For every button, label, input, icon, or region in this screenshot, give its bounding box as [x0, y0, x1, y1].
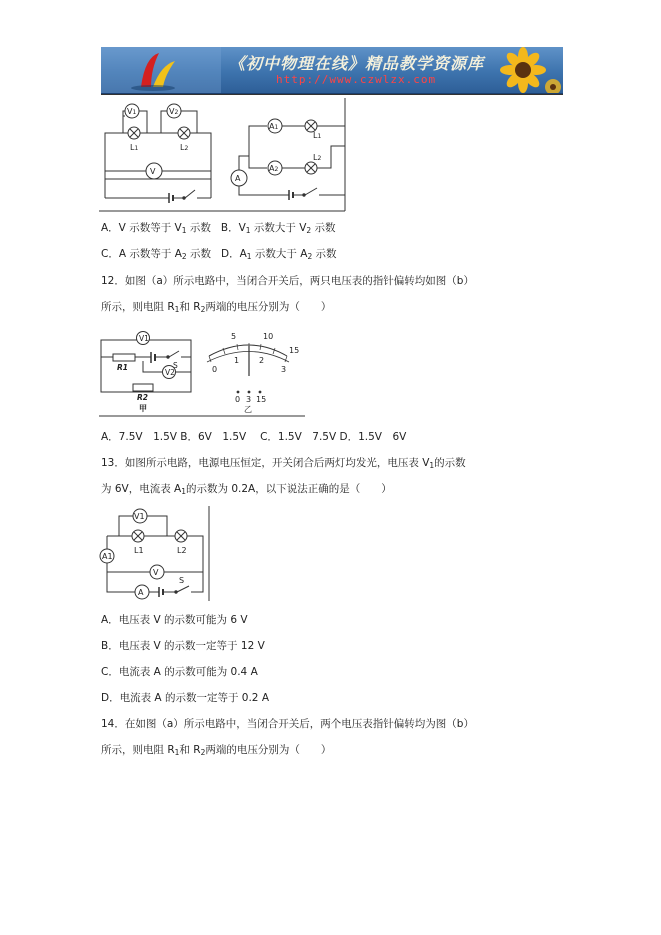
q13-option-d: D．电流表 A 的示数一定等于 0.2 A: [101, 692, 269, 704]
banner-title: 《初中物理在线》精品教学资源库: [229, 54, 485, 73]
fig3-label-l2: L2: [177, 546, 187, 555]
fig2-label-r2: R2: [137, 393, 148, 402]
meter-bot-0: 0: [212, 365, 218, 374]
logo-icon: [101, 47, 221, 93]
figure-q12: [99, 326, 305, 418]
fig3-label-v1: V1: [134, 512, 145, 521]
meter-top-15: 15: [289, 346, 300, 355]
fig2-caption-yi: 乙: [244, 405, 252, 414]
fig3-label-a: A: [138, 588, 144, 597]
fig1-label-v1: V1: [127, 107, 137, 116]
meter-bot-2: 2: [259, 356, 265, 365]
figure-q11-circuits: [99, 98, 359, 213]
header-banner: [101, 47, 563, 95]
fig1-label-a: A: [235, 174, 241, 183]
meter-terminal-0: 0: [235, 395, 241, 404]
q12-options: A．7.5V 1.5V B．6V 1.5V C．1.5V 7.5V D．1.5V 6V: [101, 431, 407, 443]
fig1-label-v2: V2: [169, 107, 179, 116]
fig1-label-l1: L1: [130, 143, 139, 152]
fig2-caption-jia: 甲: [139, 404, 147, 413]
fig1-label-rl2: L2: [313, 153, 322, 162]
fig3-label-s: S: [179, 576, 185, 585]
header-rule: [101, 94, 563, 95]
meter-terminal-15: 15: [256, 395, 267, 404]
q14-line2: 所示，则电阻 $R_1$和 $R_2$两端的电压分别为（ ）: [101, 744, 332, 757]
banner-url: http://www.czwlzx.com: [276, 73, 437, 86]
fig3-label-a1: A1: [102, 552, 113, 561]
fig1-label-v: V: [150, 167, 156, 176]
q14-line1: 14．在如图（a）所示电路中，当闭合开关后，两个电压表指针偏转均为图（b）: [101, 718, 474, 730]
fig3-label-l1: L1: [134, 546, 144, 555]
fig1-label-a1: A1: [269, 122, 279, 131]
meter-top-10: 10: [263, 332, 274, 341]
q13-option-b: B．电压表 V 的示数一定等于 12 V: [101, 640, 265, 652]
fig2-label-v2: V2: [165, 368, 175, 377]
meter-top-5: 5: [231, 332, 237, 341]
q13-option-a: A．电压表 V 的示数可能为 6 V: [101, 614, 248, 626]
fig1-label-l2: L2: [180, 143, 189, 152]
meter-bot-3: 3: [281, 365, 287, 374]
fig2-label-v1: V1: [139, 334, 149, 343]
figure-q13: [99, 506, 214, 603]
sunflower-icon: [473, 47, 563, 93]
fig3-label-v: V: [153, 568, 159, 577]
fig2-label-r1: R1: [117, 363, 128, 372]
fig2-label-s: S: [173, 361, 178, 370]
meter-terminal-3: 3: [246, 395, 252, 404]
q13-option-c: C．电流表 A 的示数可能为 0.4 A: [101, 666, 258, 678]
q12-line1: 12．如图（a）所示电路中，当闭合开关后，两只电压表的指针偏转均如图（b）: [101, 275, 474, 287]
q13-line1: 13．如图所示电路，电源电压恒定，开关闭合后两灯均发光，电压表 $V_1$的示数: [101, 457, 466, 470]
meter-bot-1: 1: [234, 356, 240, 365]
q12-line2: 所示，则电阻 $R_1$和 $R_2$两端的电压分别为（ ）: [101, 301, 332, 314]
q11-option-row1: A．V 示数等于 $V_1$ 示数 B．$V_1$ 示数大于 $V_2$ 示数: [101, 222, 336, 235]
q11-option-row2: C．A 示数等于 $A_2$ 示数 D．$A_1$ 示数大于 $A_2$ 示数: [101, 248, 337, 261]
q13-line2: 为 6V，电流表 $A_1$的示数为 0.2A，以下说法正确的是（ ）: [101, 483, 392, 496]
fig1-label-a2: A2: [269, 164, 279, 173]
fig1-label-rl1: L1: [313, 131, 322, 140]
